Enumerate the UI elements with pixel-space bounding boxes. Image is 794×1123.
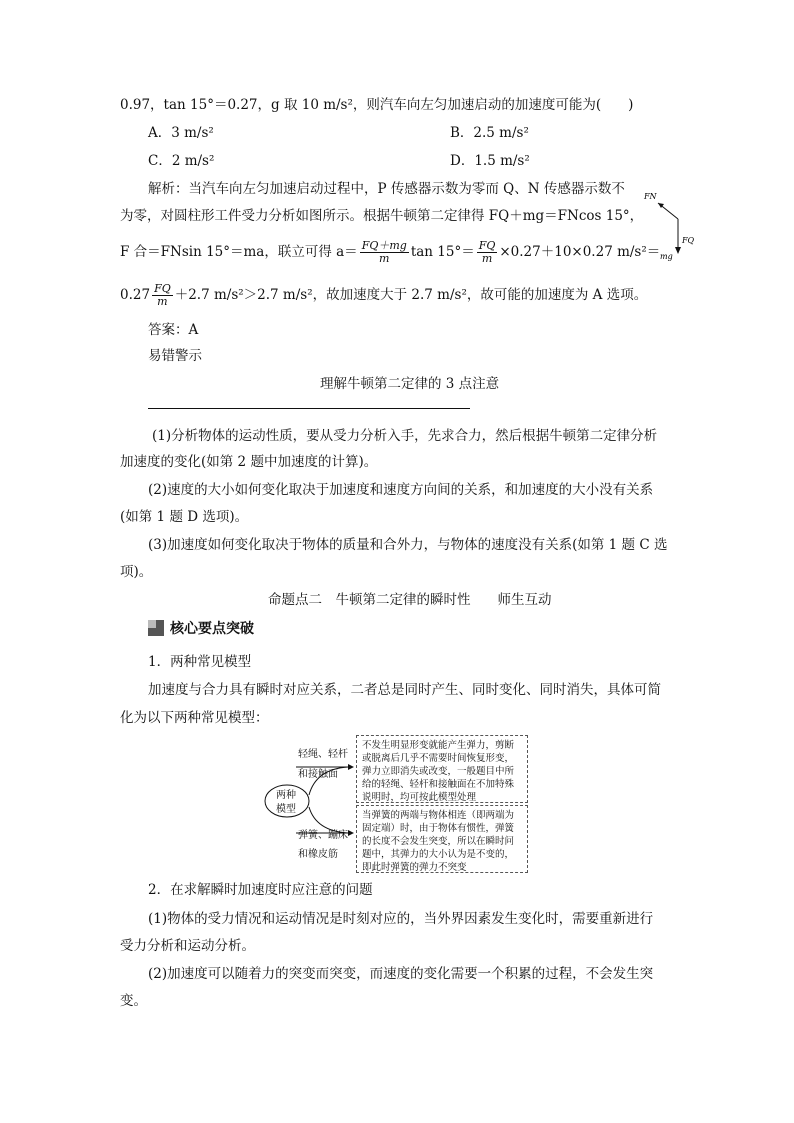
fraction-3-denominator: m bbox=[157, 295, 168, 308]
option-d: D．1.5 m/s² bbox=[450, 153, 530, 169]
fraction-1-numerator: FQ＋mg bbox=[361, 239, 407, 252]
solution-line-3 bbox=[120, 240, 660, 265]
section2-para-1b: 受力分析和运动分析。 bbox=[120, 938, 255, 954]
force-diagram bbox=[640, 185, 700, 265]
center-label-1: 两种 bbox=[276, 790, 296, 801]
note-1b: 加速度的变化(如第 2 题中加速度的计算)。 bbox=[120, 454, 378, 470]
section-heading-text: 核心要点突破 bbox=[170, 621, 254, 637]
warning-label: 易错警示 bbox=[148, 348, 202, 364]
solution-line-3a: F 合＝FNsin 15°＝ma，联立可得 a＝ bbox=[120, 244, 358, 260]
fraction-1-denominator: m bbox=[379, 252, 390, 265]
note-1a: (1)分析物体的运动性质，要从受力分析入手，先求合力，然后根据牛顿第二定律分析 bbox=[152, 428, 658, 444]
solution-line-3c: ×0.27＋10×0.27 m/s²＝ bbox=[499, 244, 661, 260]
topic-para-b: 化为以下两种常见模型： bbox=[120, 710, 269, 726]
model-box-2: 当弹簧的两端与物体相连（即两端为固定端）时，由于物体有惯性，弹簧的长度不会发生突变，所以在瞬时问题中，其弹力的大小认为是不变的，即此时弹簧的弹力不突变 bbox=[356, 805, 528, 873]
section2-para-2a: (2)加速度可以随着力的突变而突变，而速度的变化需要一个积累的过程，不会发生突 bbox=[148, 966, 654, 982]
topic-title: 命题点二 牛顿第二定律的瞬时性 师生互动 bbox=[268, 592, 552, 608]
option-b: B．2.5 m/s² bbox=[450, 125, 529, 141]
fraction-2-numerator: FQ bbox=[478, 239, 496, 252]
section-square-icon bbox=[148, 620, 164, 636]
section2-para-1a: (1)物体的受力情况和运动情况是时刻对应的，当外界因素发生变化时，需要重新进行 bbox=[148, 911, 654, 927]
heading-1: 1．两种常见模型 bbox=[148, 654, 252, 670]
solution-line-4a: 0.27 bbox=[120, 287, 151, 303]
fn-label: FN bbox=[644, 192, 657, 201]
fraction-2-denominator: m bbox=[481, 252, 493, 265]
branch-2-label-2: 和橡皮筋 bbox=[298, 849, 338, 860]
solution-line-3b: tan 15°＝ bbox=[410, 244, 475, 260]
notes-title: 理解牛顿第二定律的 3 点注意 bbox=[320, 376, 500, 392]
option-a: A．3 m/s² bbox=[148, 125, 214, 141]
solution-line-4b: ＋2.7 m/s²＞2.7 m/s²，故加速度大于 2.7 m/s²，故可能的加速度为 A 选项。 bbox=[174, 287, 648, 303]
heading-2: 2．在求解瞬时加速度时应注意的问题 bbox=[148, 882, 373, 898]
question-stem-tail: 0.97，tan 15°＝0.27，g 取 10 m/s²，则汽车向左匀加速启动的加速度可能为( ) bbox=[120, 97, 634, 113]
fraction-1 bbox=[360, 240, 409, 265]
solution-line-4 bbox=[120, 283, 647, 308]
note-2b: (如第 1 题 D 选项)。 bbox=[120, 509, 249, 525]
fraction-3 bbox=[152, 283, 173, 308]
branch-2-label-1: 弹簧、蹦床 bbox=[298, 830, 348, 841]
solution-line-1: 解析：当汽车向左匀加速启动过程中，P 传感器示数为零而 Q、N 传感器示数不 bbox=[148, 181, 625, 197]
fraction-3-numerator: FQ bbox=[154, 282, 171, 295]
topic-para-a: 加速度与合力具有瞬时对应关系，二者总是同时产生、同时变化、同时消失，具体可简 bbox=[148, 682, 661, 698]
solution-line-2: 为零，对圆柱形工件受力分析如图所示。根据牛顿第二定律得 FQ＋mg＝FNcos 15°， bbox=[120, 208, 644, 224]
section2-para-2b: 变。 bbox=[120, 993, 147, 1009]
branch-1-label-1: 轻绳、轻杆 bbox=[298, 749, 348, 760]
note-3b: 项)。 bbox=[120, 564, 153, 580]
fq-label: FQ bbox=[682, 236, 695, 245]
branch-1-label-2: 和接触面 bbox=[298, 769, 338, 780]
note-3a: (3)加速度如何变化取决于物体的质量和合外力，与物体的速度没有关系(如第 1 题 C 选 bbox=[148, 537, 668, 553]
mg-label: mg bbox=[660, 252, 673, 261]
section-heading bbox=[148, 619, 254, 639]
fraction-2 bbox=[477, 240, 498, 265]
answer: 答案：A bbox=[148, 322, 199, 338]
model-box-1: 不发生明显形变就能产生弹力，剪断或脱离后几乎不需要时间恢复形变，弹力立即消失或改变，一般题目中所给的轻绳、轻杆和接触面在不加特殊说明时，均可按此模型处理 bbox=[356, 735, 528, 803]
center-label-2: 模型 bbox=[276, 804, 296, 815]
notes-divider bbox=[148, 408, 470, 409]
option-c: C．2 m/s² bbox=[148, 153, 215, 169]
note-2a: (2)速度的大小如何变化取决于加速度和速度方向间的关系，和加速度的大小没有关系 bbox=[148, 482, 654, 498]
